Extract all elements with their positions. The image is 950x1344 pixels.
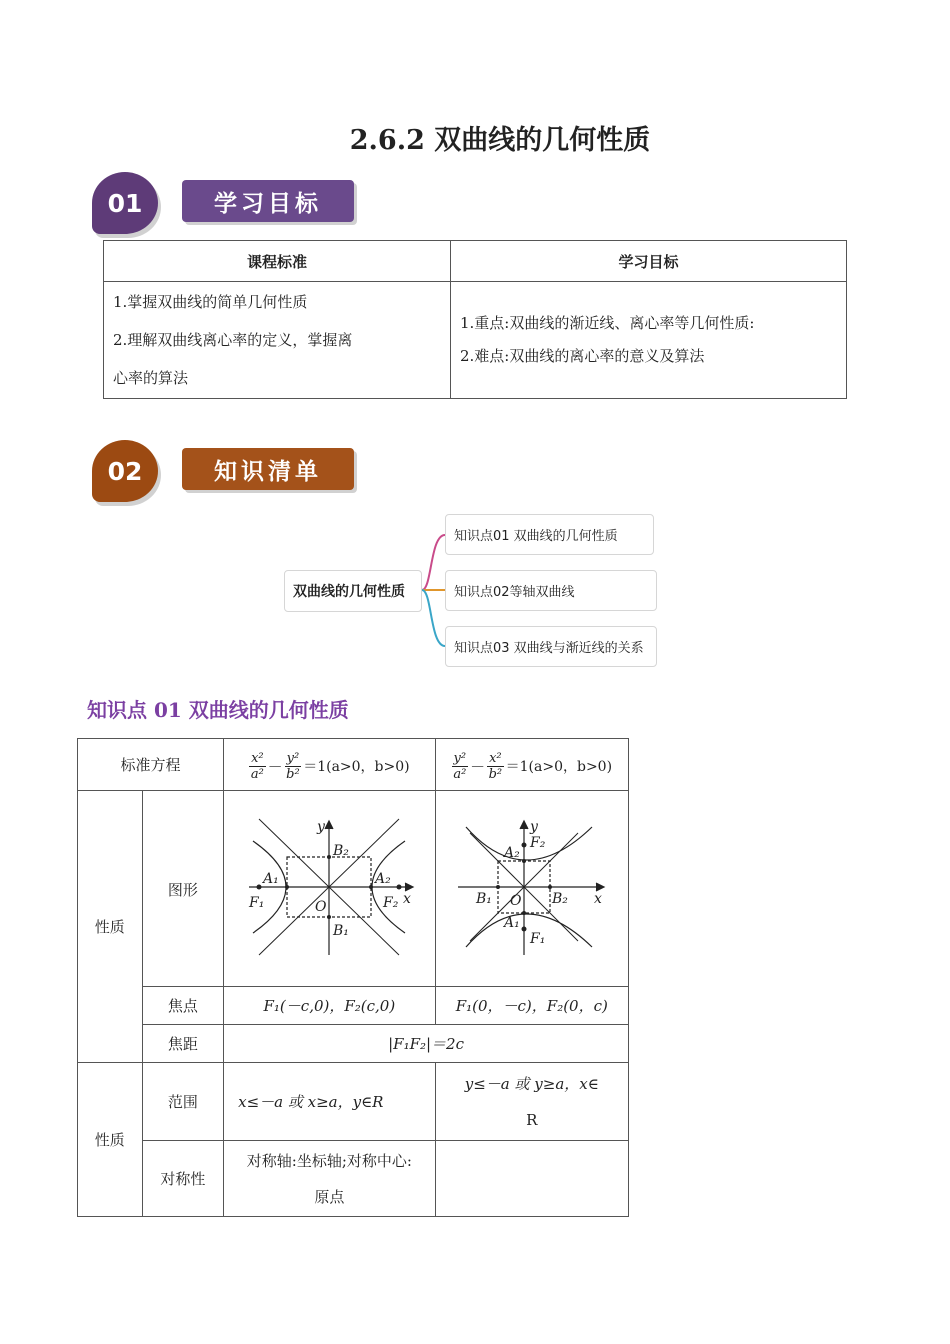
- standard-line: 1.掌握双曲线的简单几何性质: [113, 293, 308, 311]
- standard-line: 心率的算法: [113, 369, 189, 387]
- equation-horizontal: $\frac{\text{x²}}{\text{a²}}$ － $\frac{\text{y²}}{\text{b²}}$ ＝1(a>0，b>0): [224, 739, 435, 791]
- section-title-badge: 学习目标: [182, 180, 354, 222]
- symmetry-line: 对称轴:坐标轴;对称中心:: [246, 1151, 412, 1170]
- symmetry-horizontal: [224, 1141, 435, 1217]
- group-label-properties: 性质: [78, 791, 143, 1063]
- symmetry-vertical: [435, 1141, 628, 1217]
- focus-label: F₁: [529, 930, 546, 947]
- focus-label: F₂: [529, 834, 546, 851]
- fraction-numerator: x²: [251, 750, 264, 766]
- header-course-standard: 课程标准: [104, 241, 451, 282]
- goal-line: 1.重点:双曲线的渐近线、离心率等几何性质:: [460, 314, 755, 332]
- vertex-label: A₂: [375, 870, 392, 887]
- fraction-numerator: y²: [453, 750, 467, 766]
- fraction-denominator: b²: [488, 766, 503, 782]
- vertex-label: B₁: [475, 890, 492, 907]
- group-label-properties: 性质: [78, 1063, 143, 1217]
- standard-equation-label: 标准方程: [78, 739, 224, 791]
- mindmap-branch: 知识点03 双曲线与渐近线的关系: [445, 626, 657, 667]
- axis-label: y: [317, 818, 326, 835]
- knowledge-point-heading: 知识点 01 双曲线的几何性质: [87, 698, 349, 722]
- focus-vertical: F₁(0，－c)，F₂(0，c): [435, 987, 628, 1025]
- focus-label-cell: 焦点: [142, 987, 224, 1025]
- range-line: y≤－a 或 y≥a，x∈: [464, 1074, 599, 1093]
- goal-line: 2.难点:双曲线的离心率的意义及算法: [460, 347, 705, 365]
- range-vertical: [435, 1063, 628, 1141]
- axis-label: x: [403, 890, 412, 907]
- graph-vertical-cell: [435, 791, 628, 987]
- graph-horizontal-cell: [224, 791, 435, 987]
- focal-distance-value: |F₁F₂|＝2c: [224, 1025, 629, 1063]
- axis-label: y: [529, 818, 538, 835]
- mindmap-branch: 知识点01 双曲线的几何性质: [445, 514, 654, 555]
- vertex-label: B₂: [333, 842, 350, 859]
- properties-table: [77, 738, 629, 1217]
- equation-rest: ＝1(a>0，b>0): [303, 759, 410, 775]
- focal-distance-label: 焦距: [142, 1025, 224, 1063]
- graph-label: 图形: [142, 791, 224, 987]
- standard-line: 2.理解双曲线离心率的定义，掌握离: [113, 331, 353, 349]
- range-line: R: [526, 1110, 538, 1129]
- origin-label: O: [509, 892, 522, 909]
- equation-rest: ＝1(a>0，b>0): [505, 759, 613, 775]
- vertex-label: B₂: [551, 890, 568, 907]
- origin-label: O: [315, 898, 327, 915]
- vertex-label: B₁: [333, 922, 350, 939]
- range-label: 范围: [142, 1063, 224, 1141]
- axis-label: x: [593, 890, 602, 907]
- symmetry-label: 对称性: [142, 1141, 224, 1217]
- fraction-denominator: a²: [453, 766, 467, 782]
- vertex-label: A₂: [503, 844, 520, 861]
- section-number-badge: 02: [92, 440, 158, 502]
- vertex-label: A₁: [503, 914, 520, 931]
- page-title: 2.6.2 双曲线的几何性质: [349, 125, 651, 156]
- symmetry-line: 原点: [314, 1187, 345, 1206]
- mindmap-branch: 知识点02等轴双曲线: [445, 570, 657, 611]
- section-number-badge: 01: [92, 172, 158, 234]
- focus-horizontal: F₁(－c,0)，F₂(c,0): [224, 987, 435, 1025]
- focus-label: F₁: [249, 894, 265, 911]
- header-learning-goals: 学习目标: [451, 241, 847, 282]
- fraction-numerator: y²: [286, 750, 300, 766]
- equation-vertical: $\frac{\text{y²}}{\text{a²}}$ － $\frac{\text{x²}}{\text{b²}}$ ＝1(a>0，b>0): [435, 739, 628, 791]
- hyperbola-horizontal-graph: [239, 817, 419, 957]
- fraction-denominator: b²: [286, 766, 300, 782]
- fraction-denominator: a²: [250, 766, 264, 782]
- fraction-numerator: x²: [489, 750, 502, 766]
- section-title-badge: 知识清单: [182, 448, 354, 490]
- vertex-label: A₁: [263, 870, 280, 887]
- range-horizontal: x≤－a 或 x≥a，y∈R: [224, 1063, 435, 1141]
- hyperbola-vertical-graph: [452, 817, 612, 957]
- mindmap-root: 双曲线的几何性质: [284, 570, 422, 612]
- focus-label: F₂: [383, 894, 399, 911]
